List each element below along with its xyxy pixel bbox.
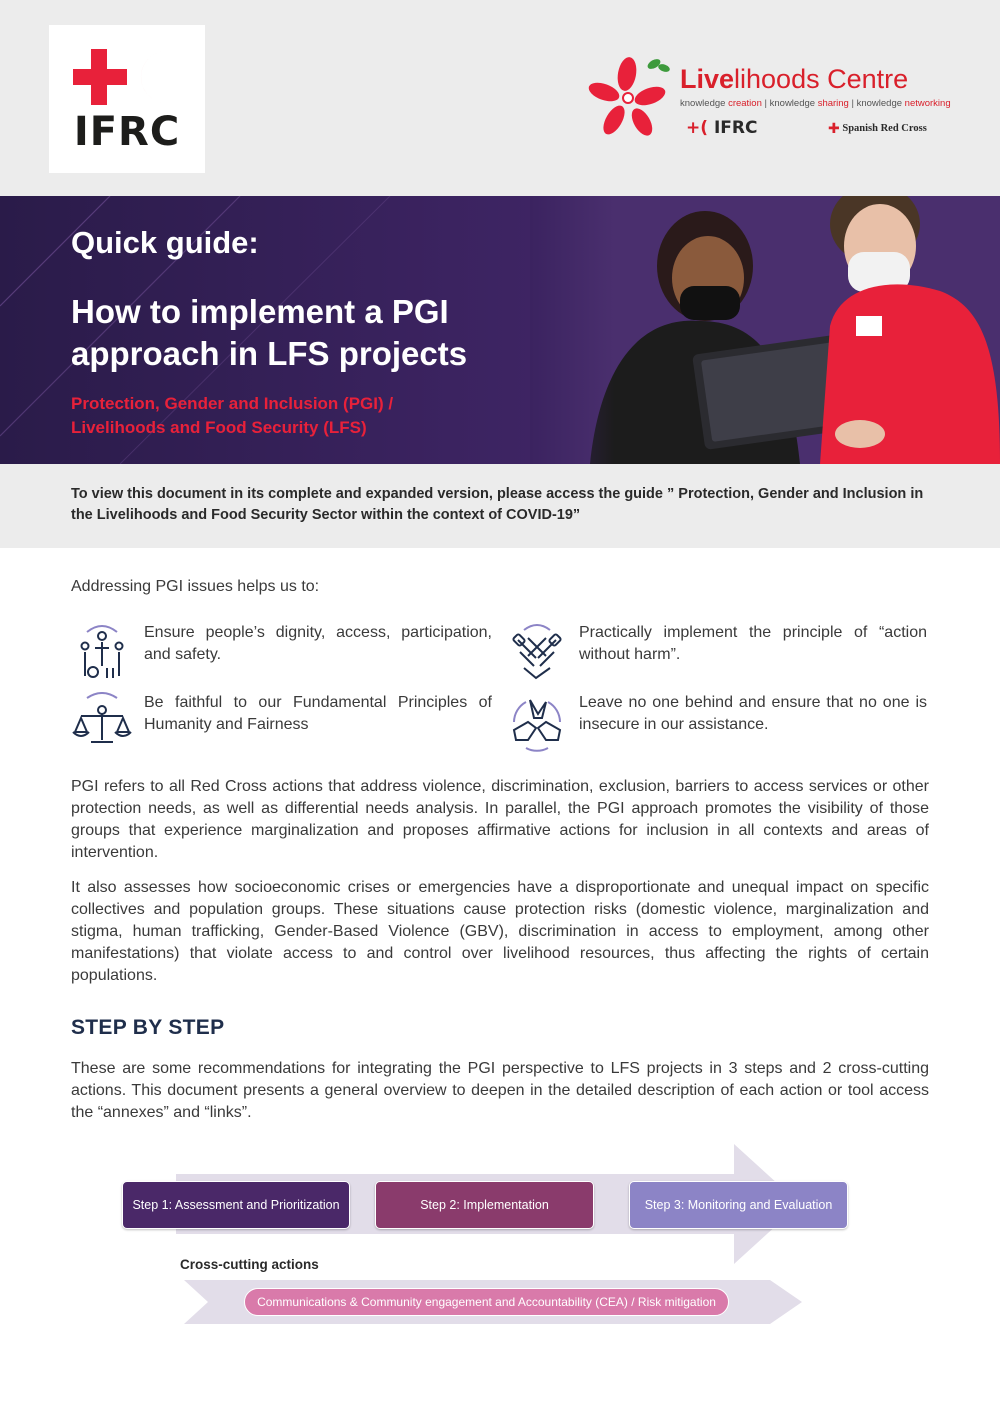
livelihoods-centre-logo bbox=[580, 48, 951, 148]
hero-banner bbox=[0, 196, 1000, 464]
red-cross-icon: ✚ bbox=[828, 121, 840, 137]
hero-title-quick-guide: Quick guide: bbox=[71, 225, 259, 260]
people-dignity-icon bbox=[71, 622, 133, 684]
cross-cutting-label: Cross-cutting actions bbox=[180, 1257, 319, 1272]
joined-hands-icon bbox=[506, 692, 568, 754]
section-heading-step-by-step: STEP BY STEP bbox=[71, 1016, 225, 1039]
livelihoods-tagline: knowledge creation | knowledge sharing | knowledge networking bbox=[680, 98, 951, 109]
benefit-text: Practically implement the principle of “action without harm”. bbox=[579, 624, 927, 663]
paragraph-pgi-definition: PGI refers to all Red Cross actions that address violence, discrimination, exclusion, barriers to access services or other protection needs, as well as differential needs analysis. In parallel, the PGI approach promotes the visibility of those groups that experience marginalization and proposes affirmative actions for inclusion in all contexts and areas of intervention. bbox=[71, 778, 929, 861]
partner-ifrc-logo: +( IFRC bbox=[686, 118, 758, 138]
benefit-text: Be faithful to our Fundamental Principles of Humanity and Fairness bbox=[144, 694, 492, 733]
steps-diagram bbox=[0, 1140, 1000, 1340]
step-2-box: Step 2: Implementation bbox=[375, 1181, 594, 1229]
hero-photo-volunteers-tablet bbox=[530, 196, 1000, 464]
hero-subtitle: Protection, Gender and Inclusion (PGI) / Livelihoods and Food Security (LFS) bbox=[71, 394, 394, 437]
step-1-box: Step 1: Assessment and Prioritization bbox=[122, 1181, 350, 1229]
cross-cutting-action-pill: Communications & Community engagement and Accountability (CEA) / Risk mitigation bbox=[244, 1288, 729, 1316]
handshake-icon bbox=[506, 622, 568, 684]
ifrc-logo bbox=[49, 25, 205, 173]
header-band bbox=[0, 0, 1000, 196]
scales-icon bbox=[71, 692, 133, 754]
paragraph-step-intro: These are some recommendations for integrating the PGI perspective to LFS projects in 3 steps and 2 cross-cutting actions. This document presents a general overview to deepen in the detailed description of each action or tool access the “annexes” and “links”. bbox=[71, 1060, 929, 1121]
hero-main-title: How to implement a PGI approach in LFS projects bbox=[71, 293, 468, 372]
red-cross-crescent-icon bbox=[73, 49, 183, 105]
notice-text: To view this document in its complete and expanded version, please access the guide ” Protection, Gender and Inclusion in the Livelihoods and Food Security Sector within the context of COVID-19” bbox=[71, 486, 924, 523]
partner-spanish-red-cross-logo: ✚ Spanish Red Cross bbox=[828, 121, 927, 137]
benefit-text: Ensure people’s dignity, access, participation, and safety. bbox=[144, 624, 492, 663]
intro-text: Addressing PGI issues helps us to: bbox=[71, 578, 320, 595]
ifrc-wordmark: IFRC bbox=[73, 109, 181, 155]
livelihoods-flower-icon bbox=[582, 52, 672, 142]
benefit-text: Leave no one behind and ensure that no one is insecure in our assistance. bbox=[579, 694, 927, 733]
step-3-box: Step 3: Monitoring and Evaluation bbox=[629, 1181, 848, 1229]
notice-band bbox=[0, 464, 1000, 548]
red-cross-icon: +( bbox=[686, 118, 709, 138]
paragraph-pgi-impact: It also assesses how socioeconomic crises or emergencies have a disproportionate and unequal impact on specific collectives and population groups. These situations cause protection risks (domestic violence, marginalization and stigma, human trafficking, Gender-Based Violence (GBV), discrimination in access to employment, among other manifestations) that violate access to and control over livelihood resources, thus affecting the rights of certain populations. bbox=[71, 879, 929, 984]
livelihoods-centre-title: Livelihoods Centre bbox=[680, 64, 909, 94]
